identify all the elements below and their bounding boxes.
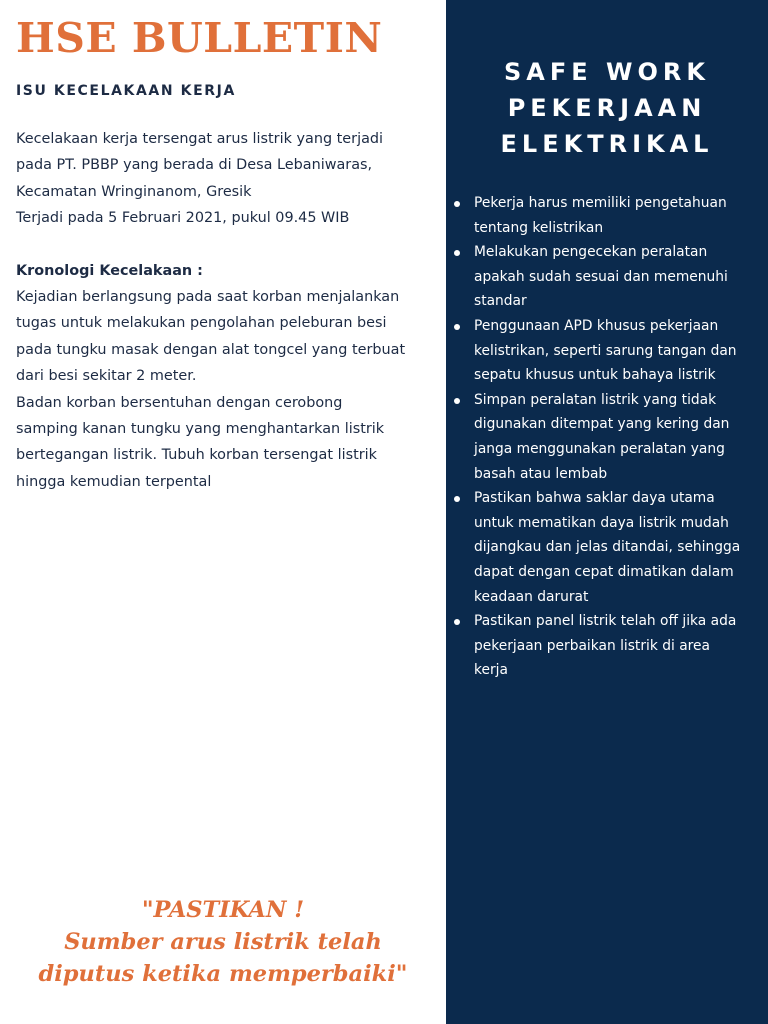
- kronologi-heading: Kronologi Kecelakaan :: [16, 262, 203, 279]
- tip-line: apakah sudah sesuai dan memenuhi: [474, 268, 728, 285]
- bullet-dot-icon: [454, 398, 460, 404]
- kronologi-line: samping kanan tungku yang menghantarkan listrik: [16, 421, 385, 438]
- tip-line: Penggunaan APD khusus pekerjaan: [474, 317, 719, 334]
- title-line: SAFE WORK: [504, 58, 710, 86]
- tip-line: Melakukan pengecekan peralatan: [474, 244, 708, 261]
- tip-line: dapat dengan cepat dimatikan dalam: [474, 563, 734, 580]
- tip-item: [450, 609, 766, 683]
- kronologi-line: Kejadian berlangsung pada saat korban menjalankan: [16, 289, 400, 306]
- tip-item: [450, 486, 766, 609]
- tip-line: sepatu khusus untuk bahaya listrik: [474, 367, 716, 384]
- tip-item: [450, 240, 766, 314]
- intro-line: pada PT. PBBP yang berada di Desa Lebaniwaras,: [16, 157, 373, 174]
- tip-line: kerja: [474, 662, 508, 679]
- tip-line: kelistrikan, seperti sarung tangan dan: [474, 342, 737, 359]
- tip-line: dijangkau dan jelas ditandai, sehingga: [474, 539, 741, 556]
- kronologi-line: pada tungku masak dengan alat tongcel yang terbuat: [16, 341, 406, 358]
- incident-description: [16, 126, 441, 495]
- kronologi-line: Badan korban bersentuhan dengan cerobong: [16, 394, 343, 411]
- tip-line: standar: [474, 293, 527, 310]
- quote-line: "PASTIKAN !: [141, 897, 305, 923]
- title-line: ELEKTRIKAL: [500, 130, 714, 158]
- title-line: PEKERJAAN: [507, 94, 707, 122]
- tip-line: janga menggunakan peralatan yang: [474, 440, 725, 457]
- tip-line: untuk mematikan daya listrik mudah: [474, 514, 729, 531]
- tip-item: [450, 388, 766, 486]
- bulletin-subtitle: ISU KECELAKAAN KERJA: [16, 83, 236, 99]
- tip-line: basah atau lembab: [474, 465, 608, 482]
- kronologi-line: dari besi sekitar 2 meter.: [16, 368, 197, 385]
- tip-line: Pastikan panel listrik telah off jika ada: [474, 613, 737, 630]
- tip-line: Pastikan bahwa saklar daya utama: [474, 490, 715, 507]
- bullet-dot-icon: [454, 201, 460, 207]
- right-panel: [446, 0, 768, 1024]
- intro-line: Terjadi pada 5 Februari 2021, pukul 09.45 WIB: [16, 210, 350, 227]
- bullet-dot-icon: [454, 324, 460, 330]
- kronologi-line: hingga kemudian terpental: [16, 473, 212, 490]
- paragraph-spacer: [16, 232, 441, 258]
- intro-line: Kecelakaan kerja tersengat arus listrik yang terjadi: [16, 131, 384, 147]
- tip-line: pekerjaan perbaikan listrik di area: [474, 637, 710, 654]
- safety-quote: [0, 894, 446, 990]
- kronologi-line: bertegangan listrik. Tubuh korban tersengat listrik: [16, 447, 377, 464]
- safety-tips-list: [450, 191, 766, 683]
- safe-work-title: [446, 54, 768, 162]
- intro-line: Kecamatan Wringinanom, Gresik: [16, 183, 252, 200]
- quote-line: Sumber arus listrik telah: [64, 929, 382, 955]
- bulletin-title: HSE BULLETIN: [16, 14, 383, 62]
- tip-item: [450, 314, 766, 388]
- tip-line: keadaan darurat: [474, 588, 589, 605]
- tip-line: Pekerja harus memiliki pengetahuan: [474, 195, 727, 211]
- kronologi-line: tugas untuk melakukan pengolahan peleburan besi: [16, 315, 387, 332]
- tip-item: [450, 191, 766, 240]
- tip-line: Simpan peralatan listrik yang tidak: [474, 391, 717, 408]
- quote-line: diputus ketika memperbaiki": [38, 961, 408, 987]
- tip-line: tentang kelistrikan: [474, 219, 604, 236]
- tip-line: digunakan ditempat yang kering dan: [474, 416, 730, 433]
- bullet-dot-icon: [454, 619, 460, 625]
- bullet-dot-icon: [454, 496, 460, 502]
- bullet-dot-icon: [454, 250, 460, 256]
